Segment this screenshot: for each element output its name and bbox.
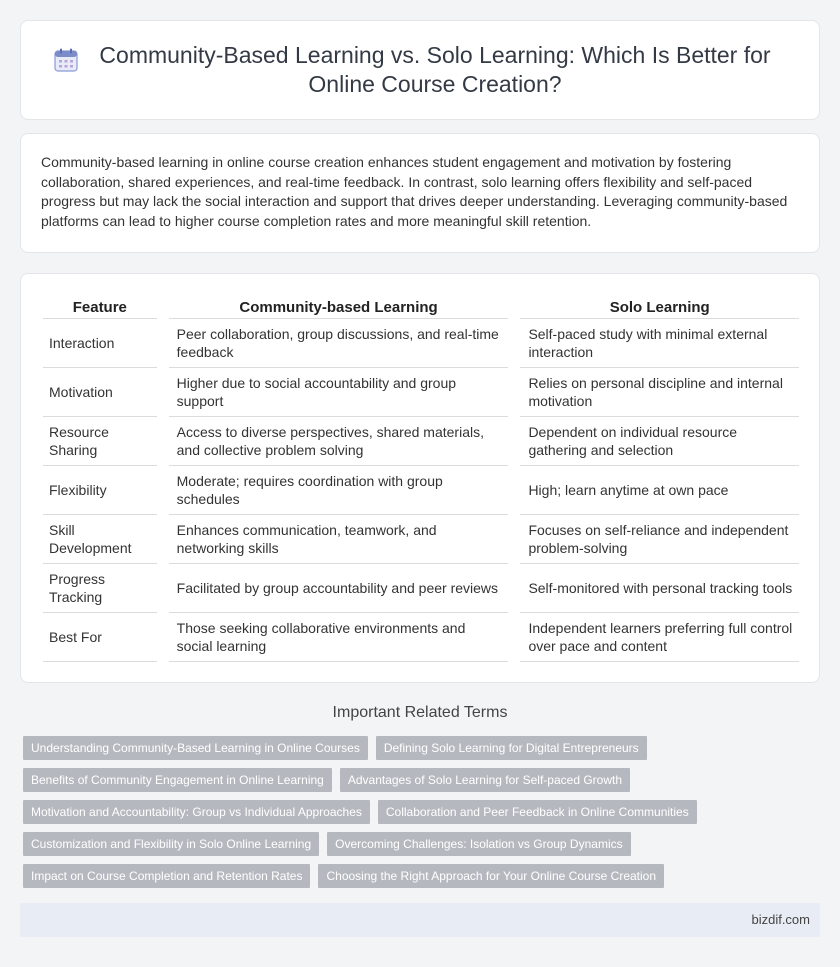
footer <box>20 903 820 937</box>
comparison-table <box>43 292 799 662</box>
related-term-tag[interactable]: Impact on Course Completion and Retention Rates <box>23 864 310 888</box>
tag-row <box>23 832 813 856</box>
header-card <box>20 20 820 120</box>
feature-cell: Progress Tracking <box>43 564 157 613</box>
table-row <box>43 417 799 466</box>
related-term-tag[interactable]: Defining Solo Learning for Digital Entrepreneurs <box>376 736 647 760</box>
solo-cell: Self-paced study with minimal external interaction <box>520 319 799 368</box>
solo-cell: Focuses on self-reliance and independent problem-solving <box>520 515 799 564</box>
table-row <box>43 319 799 368</box>
community-cell: Those seeking collaborative environments and social learning <box>169 613 509 662</box>
tag-row <box>23 864 813 888</box>
community-cell: Peer collaboration, group discussions, and real-time feedback <box>169 319 509 368</box>
community-cell: Access to diverse perspectives, shared materials, and collective problem solving <box>169 417 509 466</box>
solo-cell: Relies on personal discipline and internal motivation <box>520 368 799 417</box>
solo-cell: Dependent on individual resource gathering and selection <box>520 417 799 466</box>
solo-cell: High; learn anytime at own pace <box>520 466 799 515</box>
header-solo: Solo Learning <box>520 292 799 319</box>
community-cell: Moderate; requires coordination with group schedules <box>169 466 509 515</box>
footer-site-link[interactable]: bizdif.com <box>751 912 810 927</box>
feature-cell: Skill Development <box>43 515 157 564</box>
table-row <box>43 613 799 662</box>
tag-row <box>23 800 813 824</box>
related-term-tag[interactable]: Customization and Flexibility in Solo Online Learning <box>23 832 319 856</box>
tag-row <box>23 768 813 792</box>
related-term-tag[interactable]: Collaboration and Peer Feedback in Online Communities <box>378 800 697 824</box>
related-terms-list <box>23 736 813 896</box>
table-row <box>43 466 799 515</box>
header-community: Community-based Learning <box>169 292 509 319</box>
related-term-tag[interactable]: Choosing the Right Approach for Your Online Course Creation <box>318 864 664 888</box>
table-row <box>43 564 799 613</box>
feature-cell: Best For <box>43 613 157 662</box>
page-title: Community-Based Learning vs. Solo Learning: Which Is Better for Online Course Creation? <box>99 42 771 97</box>
intro-paragraph: Community-based learning in online course creation enhances student engagement and motivation by fostering collaboration, shared experiences, and real-time feedback. In contrast, solo learning offers flexibility and self-paced progress but may lack the social interaction and support that drives deeper understanding. Leveraging community-based platforms can lead to higher course completion rates and more meaningful skill retention. <box>41 154 788 229</box>
header-feature: Feature <box>43 292 157 319</box>
table-row <box>43 515 799 564</box>
community-cell: Enhances communication, teamwork, and networking skills <box>169 515 509 564</box>
solo-cell: Self-monitored with personal tracking tools <box>520 564 799 613</box>
community-cell: Facilitated by group accountability and peer reviews <box>169 564 509 613</box>
feature-cell: Flexibility <box>43 466 157 515</box>
related-term-tag[interactable]: Advantages of Solo Learning for Self-paced Growth <box>340 768 630 792</box>
related-term-tag[interactable]: Understanding Community-Based Learning in Online Courses <box>23 736 368 760</box>
intro-card <box>20 133 820 253</box>
feature-cell: Motivation <box>43 368 157 417</box>
related-term-tag[interactable]: Motivation and Accountability: Group vs Individual Approaches <box>23 800 370 824</box>
tag-row <box>23 736 813 760</box>
solo-cell: Independent learners preferring full control over pace and content <box>520 613 799 662</box>
related-term-tag[interactable]: Benefits of Community Engagement in Online Learning <box>23 768 332 792</box>
feature-cell: Interaction <box>43 319 157 368</box>
community-cell: Higher due to social accountability and group support <box>169 368 509 417</box>
related-terms-title: Important Related Terms <box>332 704 508 721</box>
feature-cell: Resource Sharing <box>43 417 157 466</box>
related-term-tag[interactable]: Overcoming Challenges: Isolation vs Group Dynamics <box>327 832 630 856</box>
table-row <box>43 368 799 417</box>
table-header-row <box>43 292 799 319</box>
comparison-table-card <box>20 273 820 683</box>
